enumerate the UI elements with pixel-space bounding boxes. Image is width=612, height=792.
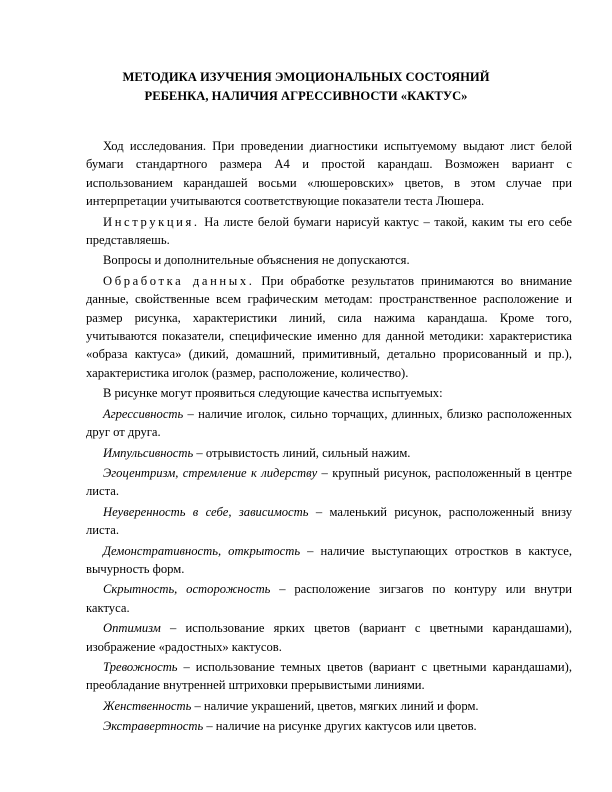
document-title <box>60 68 552 105</box>
paragraph-processing <box>86 272 572 382</box>
quality-item <box>86 503 572 540</box>
quality-item <box>86 717 572 735</box>
quality-desc: – отрывистость линий, сильный нажим. <box>193 445 411 460</box>
quality-desc: – маленький рисунок, расположенный внизу листа. <box>86 504 572 538</box>
quality-desc: – крупный рисунок, расположенный в центре листа. <box>86 465 572 499</box>
quality-term: Женственность <box>103 698 192 713</box>
quality-desc: – использование темных цветов (вариант с цветными карандашами), преобладание внутренней штриховки прерывистыми линиями. <box>86 659 572 693</box>
paragraph-qualities-intro: В рисунке могут проявиться следующие качества испытуемых: <box>103 386 443 401</box>
quality-term: Тревожность <box>103 659 178 674</box>
document-body <box>86 137 572 738</box>
quality-term: Импульсивность <box>103 445 194 460</box>
quality-item <box>86 444 572 462</box>
course-text: При проведении диагностики испытуемому выдают лист белой бумаги стандартного размера А4 и простой карандаш. Возможен вариант с использованием карандашей восьми «люшеровских» цветов, в этом случае при интерпретации учитываются соответствующие показатели теста Люшера. <box>86 139 572 209</box>
quality-item <box>86 405 572 442</box>
quality-item <box>86 542 572 579</box>
quality-term: Демонстративность, открытость <box>103 543 301 558</box>
quality-term: Оптимизм <box>103 621 161 636</box>
quality-desc: – расположение зигзагов по контуру или внутри кактуса. <box>86 582 572 615</box>
quality-desc: – наличие выступающих отростков в кактусе, вычурность форм. <box>86 543 572 576</box>
quality-item <box>86 619 572 656</box>
quality-item <box>86 580 572 617</box>
title-line-1: МЕТОДИКА ИЗУЧЕНИЯ ЭМОЦИОНАЛЬНЫХ СОСТОЯНИЙ <box>122 70 490 84</box>
course-label: Ход исследования. <box>103 139 207 153</box>
quality-term: Скрытность, осторожность <box>103 582 271 597</box>
quality-term: Агрессивность <box>103 406 184 421</box>
quality-term: Неуверенность в себе, зависимость <box>103 504 309 519</box>
paragraph-questions: Вопросы и дополнительные объяснения не допускаются. <box>103 253 410 268</box>
instruction-text: На листе белой бумаги нарисуй кактус – такой, каким ты его себе представляешь. <box>86 214 572 248</box>
quality-desc: – наличие на рисунке других кактусов или цветов. <box>203 719 477 734</box>
instruction-label: Инструкция. <box>103 214 200 229</box>
paragraph-instruction <box>86 213 572 250</box>
quality-item <box>86 658 572 695</box>
quality-desc: – наличие украшений, цветов, мягких линий и форм. <box>191 698 479 713</box>
processing-label: Обработка данных. <box>103 273 255 288</box>
quality-term: Эгоцентризм, стремление к лидерству <box>103 465 318 480</box>
processing-text: При обработке результатов принимаются во внимание данные, свойственные всем графическим методам: пространственное расположение и размер рисунка, характеристики линий, сила нажима карандаша. Кроме того, учитываются показатели, специфические именно для данной методики: характеристика «образа кактуса» (дикий, домашний, примитивный, детально прорисованный и пр.), характеристика иголок (размер, расположение, количество). <box>86 273 572 380</box>
quality-desc: – наличие иголок, сильно торчащих, длинных, близко расположенных друг от друга. <box>86 406 572 440</box>
paragraph-course <box>86 137 572 211</box>
quality-item <box>86 464 572 501</box>
quality-item <box>86 697 572 715</box>
quality-term: Экстравертность <box>103 719 204 734</box>
quality-desc: – использование ярких цветов (вариант с цветными карандашами), изображение «радостных» кактусов. <box>86 621 572 654</box>
title-line-2: РЕБЕНКА, НАЛИЧИЯ АГРЕССИВНОСТИ «КАКТУС» <box>144 88 468 103</box>
